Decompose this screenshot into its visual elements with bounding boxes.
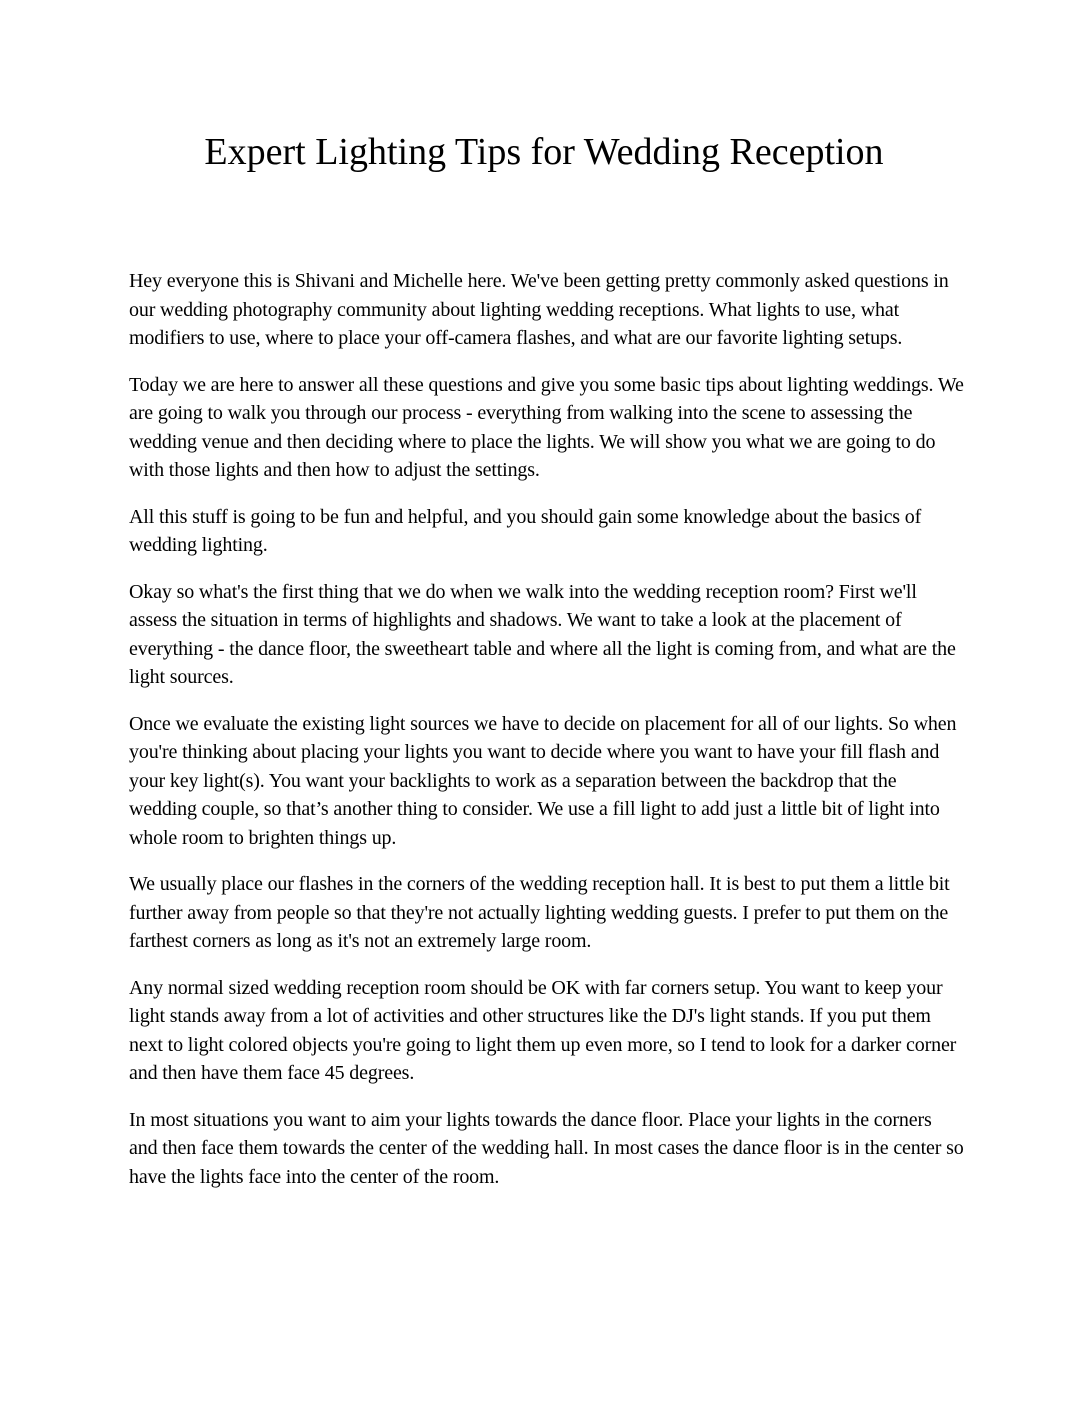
paragraph-5: Once we evaluate the existing light sources we have to decide on placement for all of our lights. So when you're thinking about placing your lights you want to decide where you want to have your fill flash and your key light(s). You want your backlights to work as a separation between the backdrop that the wedding couple, so that’s another thing to consider. We use a fill light to add just a little bit of light into whole room to brighten things up. xyxy=(129,712,957,849)
document-body xyxy=(129,267,964,1209)
paragraph-3: All this stuff is going to be fun and helpful, and you should gain some knowledge about the basics of wedding lighting. xyxy=(129,505,922,556)
page-title: Expert Lighting Tips for Wedding Reception xyxy=(204,131,884,173)
paragraph-2: Today we are here to answer all these questions and give you some basic tips about lighting weddings. We are going to walk you through our process - everything from walking into the scene to assessing the wedding venue and then deciding where to place the lights. We will show you what we are going to do with those lights and then how to adjust the settings. xyxy=(129,373,964,481)
paragraph-4: Okay so what's the first thing that we do when we walk into the wedding reception room? First we'll assess the situation in terms of highlights and shadows. We want to take a look at the placement of everything - the dance floor, the sweetheart table and where all the light is coming from, and what are the light sources. xyxy=(129,580,956,688)
paragraph-1: Hey everyone this is Shivani and Michelle here. We've been getting pretty commonly asked questions in our wedding photography community about lighting wedding receptions. What lights to use, what modifiers to use, where to place your off-camera flashes, and what are our favorite lighting setups. xyxy=(129,270,949,349)
paragraph-7: Any normal sized wedding reception room should be OK with far corners setup. You want to keep your light stands away from a lot of activities and other structures like the DJ's light stands. If you put them next to light colored objects you're going to light them up even more, so I tend to look for a darker corner and then have them face 45 degrees. xyxy=(129,976,957,1084)
paragraph-8: In most situations you want to aim your lights towards the dance floor. Place your lights in the corners and then face them towards the center of the wedding hall. In most cases the dance floor is in the center so have the lights face into the center of the room. xyxy=(129,1108,964,1188)
paragraph-6: We usually place our flashes in the corners of the wedding reception hall. It is best to put them a little bit further away from people so that they're not actually lighting wedding guests. I prefer to put them on the farthest corners as long as it's not an extremely large room. xyxy=(129,873,950,952)
